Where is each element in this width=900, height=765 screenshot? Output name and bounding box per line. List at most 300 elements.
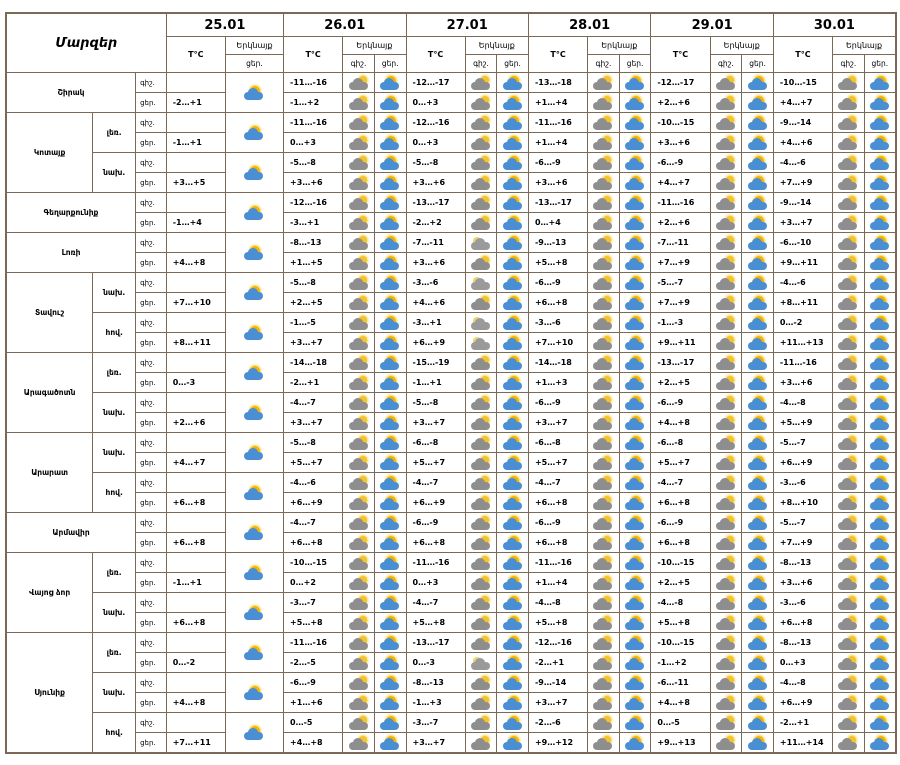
sun-cloud-icon xyxy=(502,176,524,191)
night-icon-cell xyxy=(588,273,620,293)
grey-cloud-icon xyxy=(592,376,614,391)
night-icon-cell xyxy=(588,553,620,573)
grey-cloud-icon xyxy=(470,696,492,711)
sun-cloud-icon xyxy=(624,676,646,691)
night-icon-cell xyxy=(343,513,375,533)
sun-cloud-icon xyxy=(869,156,891,171)
sun-cloud-icon xyxy=(624,516,646,531)
temperature-cell: -3…-6 xyxy=(773,593,832,613)
sun-cloud-icon xyxy=(747,316,769,331)
sun-cloud-icon xyxy=(624,336,646,351)
temperature-cell: +7…+11 xyxy=(166,733,225,754)
sun-cloud-icon xyxy=(379,196,401,211)
night-icon-cell xyxy=(588,213,620,233)
sky-header: Երկնայք xyxy=(710,37,773,55)
temperature-cell: -6…-9 xyxy=(528,513,587,533)
night-icon-cell xyxy=(343,473,375,493)
sun-cloud-icon xyxy=(624,96,646,111)
sun-cloud-icon xyxy=(747,416,769,431)
sun-cloud-icon xyxy=(502,416,524,431)
table-row xyxy=(6,253,896,273)
temp-header: T°C xyxy=(166,37,225,73)
table-row xyxy=(6,133,896,153)
day-icon-cell xyxy=(864,673,896,693)
sun-cloud-icon xyxy=(502,436,524,451)
grey-cloud-icon xyxy=(470,536,492,551)
table-row xyxy=(6,573,896,593)
temperature-cell: -4…-7 xyxy=(528,473,587,493)
grey-cloud-icon xyxy=(837,476,859,491)
day-icon-cell xyxy=(619,113,651,133)
temperature-cell: -7…-11 xyxy=(406,233,465,253)
day-icon-cell xyxy=(619,193,651,213)
temperature-cell: -1…+1 xyxy=(406,373,465,393)
day-icon-cell xyxy=(619,433,651,453)
grey-cloud-icon xyxy=(837,536,859,551)
night-icon-cell xyxy=(833,593,865,613)
day-icon-cell xyxy=(619,413,651,433)
temperature-cell: +5…+8 xyxy=(284,613,343,633)
night-icon-cell xyxy=(343,293,375,313)
sun-cloud-icon xyxy=(502,616,524,631)
day-icon-cell xyxy=(374,253,406,273)
icon-cell xyxy=(225,433,283,473)
night-icon-cell xyxy=(710,513,742,533)
grey-cloud-icon xyxy=(837,436,859,451)
temperature-cell xyxy=(166,393,225,413)
night-icon-cell xyxy=(465,633,497,653)
grey-cloud-icon xyxy=(715,156,737,171)
table-row xyxy=(6,713,896,733)
day-icon-cell xyxy=(864,693,896,713)
grey-cloud-icon xyxy=(837,116,859,131)
temperature-cell: +2…+5 xyxy=(651,573,710,593)
night-icon-cell xyxy=(833,353,865,373)
day-icon-cell xyxy=(374,273,406,293)
grey-cloud-icon xyxy=(470,356,492,371)
grey-cloud-icon xyxy=(837,736,859,751)
night-icon-cell xyxy=(343,313,375,333)
day-icon-cell xyxy=(619,333,651,353)
night-icon-cell xyxy=(833,493,865,513)
region-name: Արագածոտն xyxy=(6,353,93,433)
icon-cell xyxy=(225,113,283,153)
day-icon-cell xyxy=(742,293,774,313)
sun-cloud-icon xyxy=(869,416,891,431)
night-icon-cell xyxy=(343,133,375,153)
night-icon-cell xyxy=(465,373,497,393)
grey-cloud-icon xyxy=(592,676,614,691)
night-icon-cell xyxy=(465,493,497,513)
time-of-day: ցեր. xyxy=(136,653,167,673)
day-icon-cell xyxy=(374,233,406,253)
temperature-cell: +8…+10 xyxy=(773,493,832,513)
night-icon-cell xyxy=(833,413,865,433)
grey-cloud-icon xyxy=(592,316,614,331)
grey-cloud-icon xyxy=(837,636,859,651)
day-icon-cell xyxy=(497,493,529,513)
sun-cloud-icon xyxy=(379,496,401,511)
night-icon-cell xyxy=(465,453,497,473)
sun-cloud-icon xyxy=(243,126,265,141)
night-icon-cell xyxy=(343,633,375,653)
grey-cloud-icon xyxy=(715,576,737,591)
sun-cloud-icon xyxy=(502,736,524,751)
table-row xyxy=(6,733,896,754)
temperature-cell xyxy=(166,113,225,133)
sun-cloud-icon xyxy=(379,76,401,91)
night-icon-cell xyxy=(465,93,497,113)
night-icon-cell xyxy=(833,113,865,133)
day-icon-cell xyxy=(742,433,774,453)
time-of-day: գիշ. xyxy=(136,633,167,653)
grey-cloud-icon xyxy=(592,736,614,751)
day-icon-cell xyxy=(497,553,529,573)
temperature-cell: -10…-15 xyxy=(651,113,710,133)
day-icon-cell xyxy=(619,613,651,633)
sun-cloud-icon xyxy=(502,496,524,511)
icon-cell xyxy=(225,153,283,193)
time-of-day: ցեր. xyxy=(136,413,167,433)
day-icon-cell xyxy=(864,373,896,393)
sun-cloud-icon xyxy=(243,326,265,341)
day-icon-cell xyxy=(497,173,529,193)
temperature-cell xyxy=(166,353,225,373)
temperature-cell: -1…-3 xyxy=(651,313,710,333)
temperature-cell: +3…+5 xyxy=(166,173,225,193)
sun-cloud-icon xyxy=(869,656,891,671)
temperature-cell: -1…+3 xyxy=(406,693,465,713)
forecast-table xyxy=(5,12,897,754)
temperature-cell: -15…-19 xyxy=(406,353,465,373)
date-header: 27.01 xyxy=(406,13,528,37)
grey-cloud-icon xyxy=(592,236,614,251)
temperature-cell: 0…+3 xyxy=(406,93,465,113)
day-icon-cell xyxy=(864,653,896,673)
grey-cloud-icon xyxy=(715,256,737,271)
time-of-day: ցեր. xyxy=(136,333,167,353)
night-icon-cell xyxy=(833,173,865,193)
temperature-cell: -4…-7 xyxy=(406,473,465,493)
day-icon-cell xyxy=(619,593,651,613)
day-icon-cell xyxy=(497,273,529,293)
area-name: հով. xyxy=(93,473,136,513)
table-row xyxy=(6,633,896,653)
region-name: Լոռի xyxy=(6,233,136,273)
day-icon-cell xyxy=(374,653,406,673)
time-of-day: գիշ. xyxy=(136,313,167,333)
night-icon-cell xyxy=(710,73,742,93)
grey-cloud-icon xyxy=(715,496,737,511)
grey-cloud-icon xyxy=(592,296,614,311)
sun-cloud-icon xyxy=(747,496,769,511)
day-icon-cell xyxy=(497,693,529,713)
night-icon-cell xyxy=(588,153,620,173)
time-of-day: գիշ. xyxy=(136,513,167,533)
temperature-cell: -5…-8 xyxy=(284,273,343,293)
temperature-cell: -6…-9 xyxy=(651,513,710,533)
temperature-cell: +1…+3 xyxy=(528,373,587,393)
grey-cloud-icon xyxy=(470,736,492,751)
sun-cloud-icon xyxy=(624,436,646,451)
day-icon-cell xyxy=(742,673,774,693)
grey-cloud-icon xyxy=(348,456,370,471)
area-name: հով. xyxy=(93,313,136,353)
sun-cloud-icon xyxy=(379,116,401,131)
region-name: Կոտայք xyxy=(6,113,93,193)
sun-cloud-icon xyxy=(624,156,646,171)
day-icon-cell xyxy=(497,633,529,653)
night-icon-cell xyxy=(465,413,497,433)
temperature-cell: -9…-14 xyxy=(773,193,832,213)
day-icon-cell xyxy=(864,313,896,333)
sun-cloud-icon xyxy=(747,676,769,691)
temperature-cell: -2…+1 xyxy=(284,373,343,393)
grey-cloud-icon xyxy=(348,296,370,311)
night-icon-cell xyxy=(588,653,620,673)
day-icon-cell xyxy=(619,213,651,233)
sun-cloud-icon xyxy=(624,636,646,651)
day-icon-cell xyxy=(864,573,896,593)
day-icon-cell xyxy=(619,633,651,653)
sun-cloud-icon xyxy=(869,176,891,191)
region-name: Շիրակ xyxy=(6,73,136,113)
grey-cloud-icon xyxy=(348,596,370,611)
day-icon-cell xyxy=(497,193,529,213)
day-icon-cell xyxy=(864,613,896,633)
temperature-cell: -11…-16 xyxy=(528,553,587,573)
temperature-cell: +1…+4 xyxy=(528,133,587,153)
temperature-cell: -6…-8 xyxy=(406,433,465,453)
sun-cloud-icon xyxy=(502,596,524,611)
grey-cloud-icon xyxy=(592,336,614,351)
table-row xyxy=(6,593,896,613)
temperature-cell: -10…-15 xyxy=(284,553,343,573)
night-icon-cell xyxy=(343,413,375,433)
night-icon-cell xyxy=(710,673,742,693)
night-icon-cell xyxy=(343,553,375,573)
sun-cloud-icon xyxy=(624,476,646,491)
grey-cloud-icon xyxy=(715,376,737,391)
moon-cloud-icon xyxy=(470,336,492,351)
grey-cloud-icon xyxy=(592,116,614,131)
day-icon-cell xyxy=(619,293,651,313)
temperature-cell: +8…+11 xyxy=(166,333,225,353)
temperature-cell: +7…+9 xyxy=(773,173,832,193)
grey-cloud-icon xyxy=(470,216,492,231)
night-icon-cell xyxy=(588,493,620,513)
night-icon-cell xyxy=(833,193,865,213)
day-icon-cell xyxy=(619,733,651,754)
day-subheader: ցեր. xyxy=(225,55,283,73)
day-icon-cell xyxy=(864,733,896,754)
sun-cloud-icon xyxy=(379,516,401,531)
sun-cloud-icon xyxy=(869,596,891,611)
temperature-cell: +9…+12 xyxy=(528,733,587,754)
night-icon-cell xyxy=(710,733,742,754)
region-header: Մարզեր xyxy=(6,13,166,73)
night-icon-cell xyxy=(465,313,497,333)
night-icon-cell xyxy=(343,493,375,513)
night-icon-cell xyxy=(465,273,497,293)
temperature-cell: -3…-6 xyxy=(406,273,465,293)
day-icon-cell xyxy=(619,153,651,173)
table-row xyxy=(6,393,896,413)
night-icon-cell xyxy=(465,153,497,173)
temperature-cell: -3…+1 xyxy=(406,313,465,333)
temperature-cell: +3…+6 xyxy=(651,133,710,153)
day-icon-cell xyxy=(374,413,406,433)
moon-cloud-icon xyxy=(470,656,492,671)
time-of-day: գիշ. xyxy=(136,113,167,133)
temperature-cell: +4…+8 xyxy=(651,693,710,713)
day-icon-cell xyxy=(864,393,896,413)
day-icon-cell xyxy=(742,473,774,493)
temperature-cell: -8…-13 xyxy=(773,633,832,653)
sun-cloud-icon xyxy=(502,196,524,211)
temp-header: T°C xyxy=(528,37,587,73)
temperature-cell: -3…+1 xyxy=(284,213,343,233)
day-icon-cell xyxy=(864,333,896,353)
night-subheader: գիշ. xyxy=(465,55,497,73)
grey-cloud-icon xyxy=(715,596,737,611)
temperature-cell: -6…-9 xyxy=(284,673,343,693)
night-icon-cell xyxy=(465,233,497,253)
day-icon-cell xyxy=(619,513,651,533)
night-icon-cell xyxy=(343,713,375,733)
temperature-cell: +3…+7 xyxy=(284,333,343,353)
night-icon-cell xyxy=(588,533,620,553)
temperature-cell xyxy=(166,273,225,293)
night-icon-cell xyxy=(588,373,620,393)
sun-cloud-icon xyxy=(243,566,265,581)
icon-cell xyxy=(225,553,283,593)
temperature-cell xyxy=(166,633,225,653)
sun-cloud-icon xyxy=(869,376,891,391)
day-icon-cell xyxy=(374,133,406,153)
grey-cloud-icon xyxy=(592,516,614,531)
temperature-cell: -9…-13 xyxy=(528,233,587,253)
table-row xyxy=(6,453,896,473)
grey-cloud-icon xyxy=(715,196,737,211)
grey-cloud-icon xyxy=(348,76,370,91)
grey-cloud-icon xyxy=(837,556,859,571)
grey-cloud-icon xyxy=(837,136,859,151)
day-icon-cell xyxy=(742,413,774,433)
temperature-cell: +4…+6 xyxy=(406,293,465,313)
time-of-day: ցեր. xyxy=(136,173,167,193)
night-icon-cell xyxy=(343,613,375,633)
night-icon-cell xyxy=(710,213,742,233)
temperature-cell: -12…-17 xyxy=(651,73,710,93)
day-icon-cell xyxy=(742,393,774,413)
table-row xyxy=(6,653,896,673)
temperature-cell: -6…-9 xyxy=(528,153,587,173)
night-icon-cell xyxy=(343,673,375,693)
night-icon-cell xyxy=(465,333,497,353)
temperature-cell: -12…-16 xyxy=(528,633,587,653)
moon-cloud-icon xyxy=(470,316,492,331)
day-icon-cell xyxy=(619,653,651,673)
night-icon-cell xyxy=(833,253,865,273)
grey-cloud-icon xyxy=(470,716,492,731)
temperature-cell: +3…+7 xyxy=(528,693,587,713)
temperature-cell: -3…-6 xyxy=(773,473,832,493)
temperature-cell xyxy=(166,433,225,453)
sun-cloud-icon xyxy=(624,616,646,631)
area-name: նախ. xyxy=(93,433,136,473)
night-icon-cell xyxy=(588,313,620,333)
temperature-cell: 0…-2 xyxy=(166,653,225,673)
temperature-cell: -4…-8 xyxy=(528,593,587,613)
table-row xyxy=(6,613,896,633)
sun-cloud-icon xyxy=(624,136,646,151)
temperature-cell: +5…+7 xyxy=(284,453,343,473)
grey-cloud-icon xyxy=(470,576,492,591)
day-icon-cell xyxy=(497,113,529,133)
temperature-cell: +4…+8 xyxy=(284,733,343,754)
temperature-cell: +6…+8 xyxy=(166,613,225,633)
grey-cloud-icon xyxy=(348,636,370,651)
sun-cloud-icon xyxy=(747,616,769,631)
day-icon-cell xyxy=(742,513,774,533)
day-icon-cell xyxy=(619,253,651,273)
day-icon-cell xyxy=(374,593,406,613)
table-row xyxy=(6,73,896,93)
grey-cloud-icon xyxy=(715,656,737,671)
grey-cloud-icon xyxy=(715,236,737,251)
grey-cloud-icon xyxy=(715,456,737,471)
night-icon-cell xyxy=(343,533,375,553)
day-subheader: ցեր. xyxy=(497,55,529,73)
day-icon-cell xyxy=(374,93,406,113)
table-row xyxy=(6,353,896,373)
table-row xyxy=(6,233,896,253)
day-icon-cell xyxy=(742,333,774,353)
grey-cloud-icon xyxy=(592,276,614,291)
night-icon-cell xyxy=(833,693,865,713)
day-icon-cell xyxy=(374,673,406,693)
day-icon-cell xyxy=(497,433,529,453)
sun-cloud-icon xyxy=(379,236,401,251)
temperature-cell: +11…+14 xyxy=(773,733,832,754)
grey-cloud-icon xyxy=(837,676,859,691)
temperature-cell: +2…+5 xyxy=(284,293,343,313)
night-icon-cell xyxy=(833,713,865,733)
night-icon-cell xyxy=(833,653,865,673)
sun-cloud-icon xyxy=(869,436,891,451)
night-icon-cell xyxy=(465,513,497,533)
day-icon-cell xyxy=(619,233,651,253)
temperature-cell: +2…+6 xyxy=(651,93,710,113)
grey-cloud-icon xyxy=(470,376,492,391)
night-icon-cell xyxy=(465,693,497,713)
grey-cloud-icon xyxy=(470,136,492,151)
temperature-cell: -4…-8 xyxy=(651,593,710,613)
temperature-cell: 0…+3 xyxy=(406,573,465,593)
day-icon-cell xyxy=(619,573,651,593)
sun-cloud-icon xyxy=(869,236,891,251)
grey-cloud-icon xyxy=(470,636,492,651)
grey-cloud-icon xyxy=(348,156,370,171)
grey-cloud-icon xyxy=(715,136,737,151)
time-of-day: ցեր. xyxy=(136,693,167,713)
sun-cloud-icon xyxy=(869,556,891,571)
day-icon-cell xyxy=(619,713,651,733)
table-row xyxy=(6,553,896,573)
grey-cloud-icon xyxy=(470,676,492,691)
grey-cloud-icon xyxy=(715,436,737,451)
